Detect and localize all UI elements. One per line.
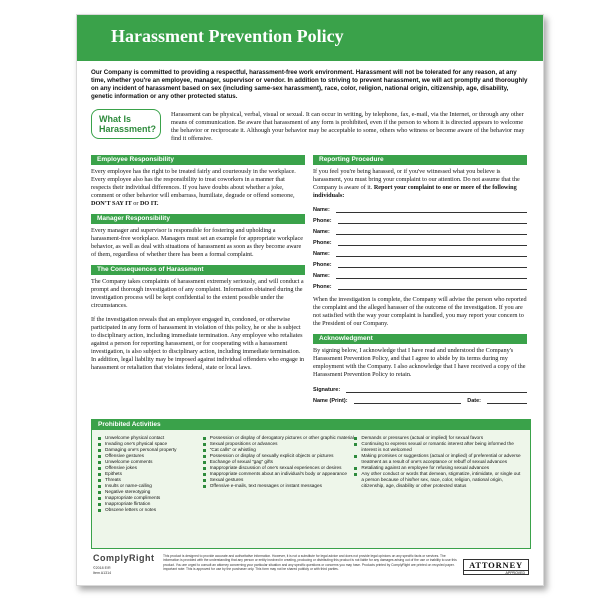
contact-phone-field[interactable]: Phone: (313, 235, 527, 246)
list-item: Making promises or suggestions (actual or implied) of preferential or adverse treatment as a result of one's acceptance or rebuff of sexual advances (354, 453, 524, 465)
list-item: Inappropriate comments about an individual's body or appearance (203, 471, 355, 477)
list-item: Offensive e-mails, text messages or instant messages (203, 483, 355, 489)
prohibited-list-3 (354, 435, 524, 513)
list-item: Retaliating against an employee for refusing sexual advances (354, 465, 524, 471)
list-item: Epithets (98, 471, 203, 477)
what-is-harassment-label: What Is Harassment? (91, 109, 161, 139)
prohibited-list-2 (203, 435, 355, 513)
list-item: Exchange of sexual "gag" gifts (203, 459, 355, 465)
signature-field[interactable]: Signature: (313, 382, 527, 393)
acknowledgment-text: By signing below, I acknowledge that I have read and understood the Company's Harassment Prevention Policy, and that I agree to abide by its terms during my employment with the Company. I also acknowledge that I have received a copy of the Harassment Prevention Policy to retain. (313, 347, 526, 378)
date-label: Date: (467, 398, 481, 404)
consequences-heading: The Consequences of Harassment (91, 265, 305, 275)
title-banner (77, 15, 543, 61)
footer (91, 553, 531, 583)
manager-responsibility-text: Every manager and supervisor is responsible for fostering and upholding a harassment-free workplace. Managers must set an example for appropriate workplace behavior, as well as deal with situations of harassment as soon as they become aware of them, regardless of whether there has been a formal complaint. (91, 227, 304, 258)
list-item: Sexual gestures (203, 477, 355, 483)
reporting-procedure-heading: Reporting Procedure (313, 155, 527, 165)
item-codes: ©2018 E/R Item A1314 (93, 566, 112, 575)
list-item: Unwelcome comments (98, 459, 203, 465)
list-item: Inappropriate discussion of one's sexual experiences or desires (203, 465, 355, 471)
page-title: Harassment Prevention Policy (111, 26, 344, 46)
contact-name-field[interactable]: Name: (313, 202, 527, 213)
list-item: Any other conduct or words that demean, stigmatize, intimidate, or single out a person because of his/her sex, race, color, religion, national origin, citizenship, age, disability or other protected status (354, 471, 524, 489)
prohibited-activities-section (91, 419, 531, 549)
contact-phone-field[interactable]: Phone: (313, 213, 527, 224)
employee-responsibility-text: Every employee has the right to be treated fairly and courteously in the workplace. Every employee also has the responsibility to treat coworkers in a manner that respects their individual differences. If you have doubts about whether a joke, comment or other behavior will embarrass, humiliate, degrade or offend someone, DON'T SAY IT or DO IT. (91, 168, 296, 207)
list-item: Demands or pressures (actual or implied) for sexual favors (354, 435, 524, 441)
what-is-harassment-text: Harassment can be physical, verbal, visual or sexual. It can occur in writing, by telephone, fax, e-mail, via the Internet, or through any other means of communication. Be aware that harassment of any form is prohibited, even if the person to whom it is directed appears to welcome the behavior or reciprocate it. Although your behavior may be acceptable to some, others who witness or become aware of the behavior may find it offensive. (171, 111, 525, 142)
contact-name-field[interactable]: Name: (313, 246, 527, 257)
list-item: Sexual propositions or advances (203, 441, 355, 447)
list-item: Invading one's physical space (98, 441, 203, 447)
contact-name-field[interactable]: Name: (313, 268, 527, 279)
reporting-outcome-text: When the investigation is complete, the Company will advise the person who reported the complaint and the alleged harasser of the outcome of the investigation. If you are not satisfied with the way your complaint is handled, you may report your concern to the President of our Company. (313, 296, 527, 327)
complyright-logo: ComplyRight (93, 553, 155, 563)
list-item: Damaging one's personal property (98, 447, 203, 453)
contact-fields (313, 202, 527, 290)
list-item: Obscene letters or notes (98, 507, 203, 513)
reporting-procedure-text: If you feel you're being harassed, or if you've witnessed what you believe is harassment, you must bring your complaint to our attention. Do not assume that the Company is aware of it. Report your complaint to one or more of the following individuals: (313, 168, 520, 199)
list-item: Negative stereotyping (98, 489, 203, 495)
name-date-row (313, 393, 527, 404)
list-item: Inappropriate flirtation (98, 501, 203, 507)
list-item: Continuing to express sexual or romantic interest after being informed the interest is not welcomed (354, 441, 524, 453)
list-item: Possession or display of sexually explicit objects or pictures (203, 453, 355, 459)
contact-phone-field[interactable]: Phone: (313, 257, 527, 268)
consequences-text-1: The Company takes complaints of harassment extremely seriously, and will conduct a prompt and thorough investigation of any complaint. Information obtained during the investigation process will be kept confidential to the extent possible under the circumstances. (91, 278, 304, 309)
contact-name-field[interactable]: Name: (313, 224, 527, 235)
left-column (91, 155, 305, 378)
intro-statement: Our Company is committed to providing a respectful, harassment-free work environment. Harassment will not be tolerated for any reason, at any time, whether you're an employee, manager, supervisor or vendor. In addition to striving to prevent harassment, we will act promptly and thoroughly on any incident of harassment based on sex (including same-sex harassment), race, color, religion, national origin, citizenship, age, disability, genetic information or any other protected status. (91, 69, 528, 100)
list-item: "Cat calls" or whistling (203, 447, 355, 453)
contact-phone-field[interactable]: Phone: (313, 279, 527, 290)
list-item: Unwelcome physical contact (98, 435, 203, 441)
list-item: Offensive gestures (98, 453, 203, 459)
employee-responsibility-heading: Employee Responsibility (91, 155, 305, 165)
prohibited-activities-heading: Prohibited Activities (92, 420, 530, 430)
list-item: Offensive jokes (98, 465, 203, 471)
consequences-text-2: If the investigation reveals that an employee engaged in, condoned, or otherwise participated in any form of harassment in violation of this policy, he or she is subject to disciplinary action, including immediate termination. Any employee who retaliates against a person for reporting harassment, or for cooperating with a harassment investigation, is also subject to disciplinary action, including immediate termination. In addition, legal liability may be imposed against individual offenders who engage in harassment or retaliation that violates federal, state or local laws. (91, 316, 305, 371)
manager-responsibility-heading: Manager Responsibility (91, 214, 305, 224)
acknowledgment-heading: Acknowledgment (313, 334, 527, 344)
list-item: Threats (98, 477, 203, 483)
list-item: Insults or name-calling (98, 483, 203, 489)
date-field[interactable] (487, 397, 527, 404)
what-is-harassment-section (91, 109, 531, 151)
name-print-field[interactable] (354, 397, 462, 404)
name-print-label: Name (Print): (313, 398, 348, 404)
list-item: Possession or display of derogatory pictures or other graphic material (203, 435, 355, 441)
right-column (313, 155, 527, 404)
policy-sheet (76, 14, 544, 586)
attorney-approved-logo: ATTORNEY APPROVED (463, 559, 529, 575)
legal-disclaimer: This product is designed to provide accurate and authoritative information. However, it is not a substitute for legal advice and does not provide legal opinions on any specific facts or services. The information is provided with the understanding that any person or entity involved in creating, producing or distributing this product is not liable for any damages arising out of the use or inability to use this product. You are urged to consult an attorney concerning your particular situation and any specific questions or concerns you may have. Products printed by ComplyRight are printed on recycled paper. Important note: This is approved for use by the purchaser only. This form may not be shared publicly or with third parties. (163, 554, 457, 571)
prohibited-list-1 (98, 435, 203, 513)
list-item: Inappropriate compliments (98, 495, 203, 501)
